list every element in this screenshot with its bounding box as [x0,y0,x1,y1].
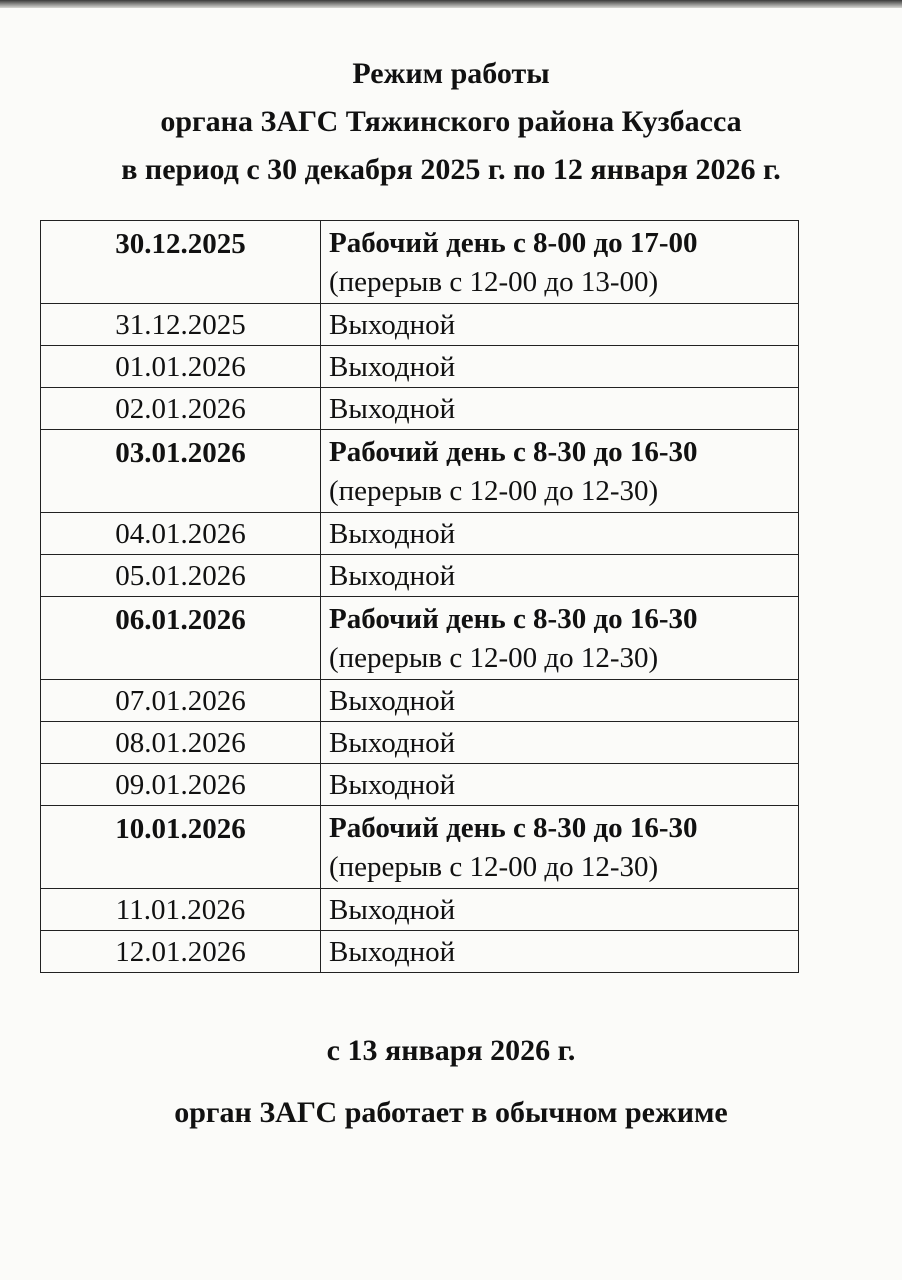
schedule-status: Выходной [321,555,799,597]
table-row [41,555,799,597]
schedule-status: Выходной [321,931,799,973]
break-hours: (перерыв с 12-00 до 12-30) [329,475,659,507]
table-row [41,221,799,304]
schedule-date: 11.01.2026 [41,889,321,931]
table-row [41,513,799,555]
schedule-date: 12.01.2026 [41,931,321,973]
schedule-date: 31.12.2025 [41,304,321,346]
schedule-date: 10.01.2026 [41,806,321,889]
schedule-status: Выходной [321,346,799,388]
schedule-status [321,806,799,889]
schedule-status: Выходной [321,764,799,806]
table-row [41,764,799,806]
table-row [41,931,799,973]
document-footer [0,1020,902,1144]
header-title: Режим работы [352,57,550,90]
working-hours: Рабочий день с 8-30 до 16-30 [329,436,698,468]
schedule-date: 07.01.2026 [41,680,321,722]
working-hours: Рабочий день с 8-30 до 16-30 [329,812,698,844]
footer-note: орган ЗАГС работает в обычном режиме [174,1096,728,1129]
schedule-date: 01.01.2026 [41,346,321,388]
schedule-table [40,220,799,973]
table-row [41,597,799,680]
schedule-date: 08.01.2026 [41,722,321,764]
working-hours: Рабочий день с 8-00 до 17-00 [329,227,698,259]
schedule-status: Выходной [321,680,799,722]
schedule-date: 30.12.2025 [41,221,321,304]
table-row [41,722,799,764]
schedule-date: 03.01.2026 [41,430,321,513]
header-organization: органа ЗАГС Тяжинского района Кузбасса [160,105,742,138]
break-hours: (перерыв с 12-00 до 12-30) [329,642,659,674]
working-hours: Рабочий день с 8-30 до 16-30 [329,603,698,635]
schedule-status: Выходной [321,304,799,346]
schedule-status: Выходной [321,513,799,555]
schedule-status [321,597,799,680]
break-hours: (перерыв с 12-00 до 12-30) [329,851,659,883]
schedule-status: Выходной [321,388,799,430]
schedule-date: 09.01.2026 [41,764,321,806]
table-row [41,388,799,430]
schedule-date: 04.01.2026 [41,513,321,555]
table-row [41,889,799,931]
schedule-status [321,221,799,304]
schedule-status [321,430,799,513]
schedule-status: Выходной [321,889,799,931]
photo-top-edge [0,0,902,8]
table-row [41,346,799,388]
table-row [41,430,799,513]
header-period: в период с 30 декабря 2025 г. по 12 января 2026 г. [121,153,781,186]
schedule-status: Выходной [321,722,799,764]
schedule-date: 05.01.2026 [41,555,321,597]
table-row [41,680,799,722]
document-header [0,50,902,194]
schedule-date: 06.01.2026 [41,597,321,680]
table-row [41,304,799,346]
table-row [41,806,799,889]
schedule-date: 02.01.2026 [41,388,321,430]
break-hours: (перерыв с 12-00 до 13-00) [329,266,659,298]
footer-date: с 13 января 2026 г. [326,1034,576,1067]
